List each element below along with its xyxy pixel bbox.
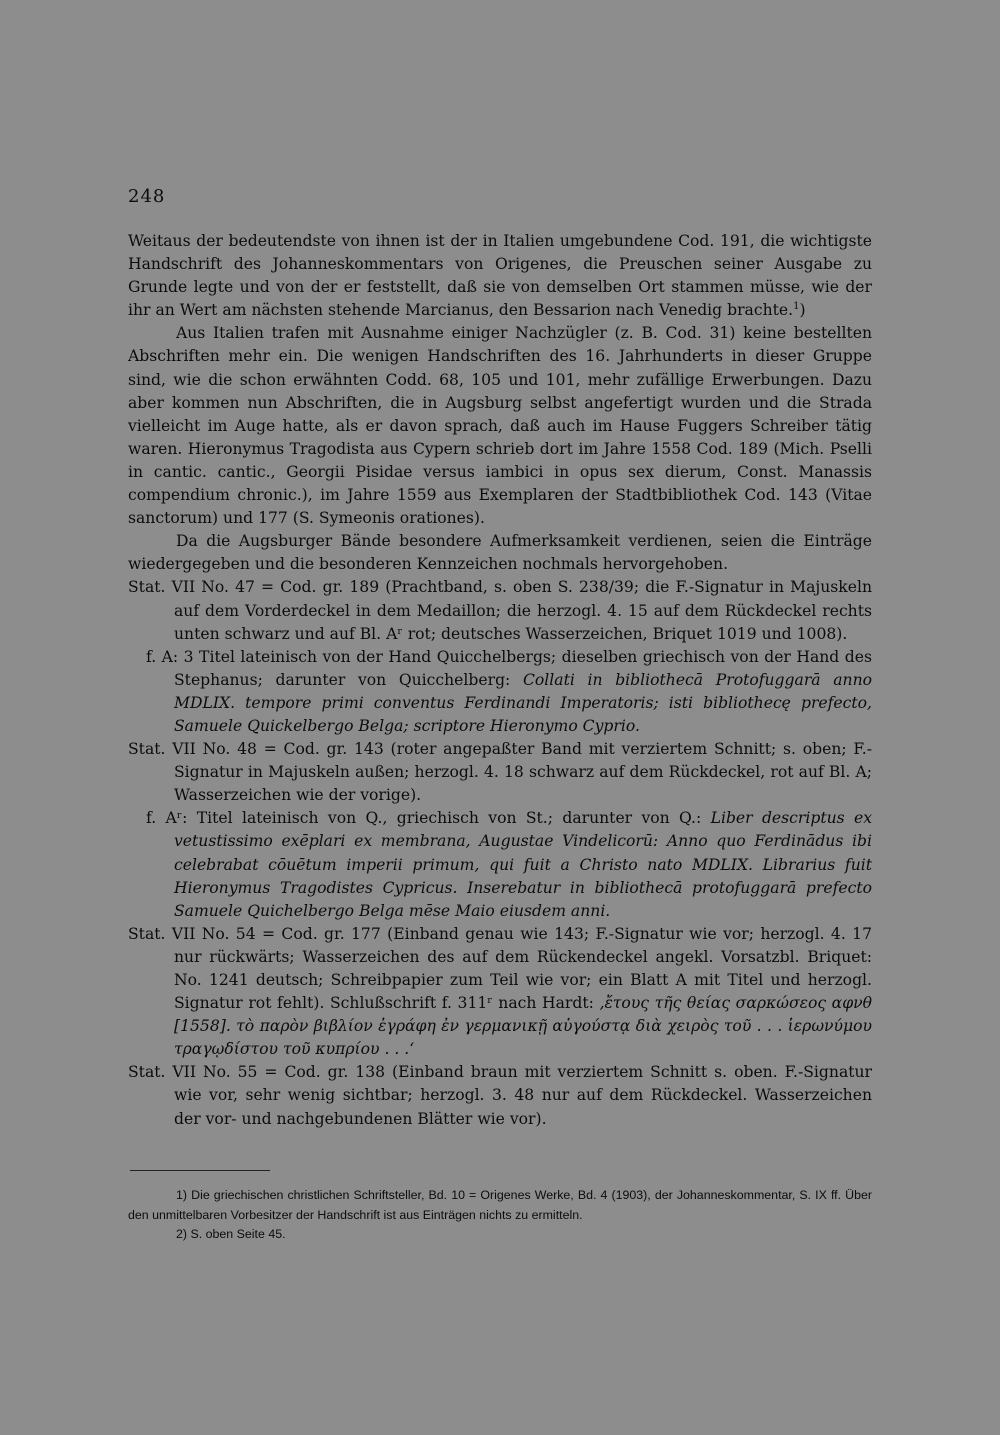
folio-label: f. Aʳ: <box>146 809 197 828</box>
entry-text: Stat. VII No. 54 = Cod. gr. 177 (Einband genau wie 143; F.-Signatur wie vor; herzogl. 4. 17 nur rückwärts; Wasserzeichen des auf dem Rückendeckel angekl. Vorsatzbl. Briquet: No. 1241 deutsch; Schreibpapier zum Teil wie vor; ein Blatt A mit Titel und herzogl. Signatur rot fehlt). Schlußschrift f. 311ʳ nach Hardt: <box>128 924 872 1013</box>
footnote-ref: 1 <box>793 301 800 313</box>
inscription-latin: Collati in bibliothecā Protofuggarā anno MDLIX. tempore primi conventus Ferdinandi Imperatoris; isti bibliothecę prefecto, Samuele Quickelbergo Belga; scriptore Hieronymo Cyprio. <box>174 670 873 735</box>
paragraph: Aus Italien trafen mit Ausnahme einiger Nachzügler (z. B. Cod. 31) keine bestellten Abschriften mehr ein. Die wenigen Handschriften des 16. Jahrhunderts in dieser Gruppe sind, wie die schon erwähnten Codd. 68, 105 und 101, mehr zufällige Erwerbungen. Dazu aber kommen nun Abschriften, die in Augsburg selbst angefertigt wurden und die Strada vielleicht im Auge hatte, als er davon sprach, daß auch im Hause Fuggers Schreiber tätig waren. Hieronymus Tragodista aus Cypern schrieb dort im Jahre 1558 Cod. 189 (Mich. Pselli in cantic. cantic., Georgii Pisidae versus iambici in opus sex dierum, Const. Manassis compendium chronic.), im Jahre 1559 aus Exemplaren der Stadtbibliothek Cod. 143 (Vitae sanctorum) und 177 (S. Symeonis orationes). <box>128 324 872 528</box>
inscription-text: 3 Titel lateinisch von der Hand Quicchelbergs; dieselben griechisch von der Hand des Stephanus; darunter von Quicchelberg: <box>174 647 872 689</box>
footnote <box>128 1225 872 1245</box>
footnote-divider <box>130 1170 270 1171</box>
catalog-entry: Stat. VII No. 47 = Cod. gr. 189 (Prachtband, s. oben S. 238/39; die F.-Signatur in Majuskeln auf dem Vorderdeckel in dem Medaillon; die herzogl. 4. 15 auf dem Rückdeckel rechts unten schwarz und auf Bl. Aʳ rot; deutsches Wasserzeichen, Briquet 1019 und 1008). <box>128 578 872 643</box>
folio-label: f. A: <box>146 647 184 666</box>
paragraph-text: Weitaus der bedeutendste von ihnen ist der in Italien umgebundene Cod. 191, die wichtigste Handschrift des Johanneskommentars von Origenes, die Preuschen seiner Ausgabe zu Grunde legte und von der er feststellt, daß sie von demselben Ort stammen müsse, wie der ihr an Wert am nächsten stehende Marcianus, den Bessarion nach Venedig brachte. <box>128 232 872 320</box>
entry-inscription <box>128 807 872 922</box>
inscription-latin: Liber descriptus ex vetustissimo exēplari ex membrana, Augustae Vindelicorū: Anno quo Ferdinādus ibi celebrabat cōuētum imperii primum, qui fuit a Christo nato MDLIX. Librarius fuit Hieronymus Tragodistes Cypricus. Inserebatur in bibliothecā protofuggarā prefecto Samuele Quichelbergo Belga mēse Maio eiusdem anni. <box>174 809 872 920</box>
entry-inscription <box>128 646 872 738</box>
catalog-entry: Stat. VII No. 55 = Cod. gr. 138 (Einband braun mit verziertem Schnitt s. oben. F.-Signatur wie vor, sehr wenig sichtbar; herzogl. 3. 48 nur auf dem Rückdeckel. Wasserzeichen der vor- und nachgebundenen Blätter wie vor). <box>128 1063 872 1128</box>
catalog-entry <box>128 923 872 1062</box>
footnotes <box>128 1186 872 1245</box>
inscription-text: Titel lateinisch von Q., griechisch von St.; darunter von Q.: <box>196 809 711 828</box>
footnote-text: S. oben Seite 45. <box>190 1227 286 1241</box>
paragraph: Weitaus der bedeutendste von ihnen ist der in Italien umgebundene Cod. 191, die wichtigste Handschrift des Johanneskommentars von Origenes, die Preuschen seiner Ausgabe zu Grunde legte und von der er feststellt, daß sie von demselben Ort stammen müsse, wie der ihr an Wert am nächsten stehende Marcianus, den Bessarion nach Venedig brachte.$^1$) <box>128 232 872 320</box>
catalog-entry: Stat. VII No. 48 = Cod. gr. 143 (roter angepaßter Band mit verziertem Schnitt; s. oben; F.-Signatur in Majuskeln außen; herzogl. 4. 18 schwarz auf dem Rückdeckel, rot auf Bl. A; Wasserzeichen wie der vorige). <box>128 740 872 805</box>
greek-colophon: ‚ἔτους τῆς θείας σαρκώσεος αφνθ [1558]. τὸ παρὸν βιβλίον ἐγράφη ἐν γερμανικῇ αὐγούστᾳ διὰ χειρὸς τοῦ . . . ἱερωνύμου τραγῳδίστου τοῦ κυπρίου . . .‘ <box>174 994 873 1059</box>
footnote-mark: 1) <box>176 1188 188 1202</box>
footnote-text: Die griechischen christlichen Schriftsteller, Bd. 10 = Origenes Werke, Bd. 4 (1903), der Johanneskommentar, S. IX ff. Über den unmittelbaren Vorbesitzer der Handschrift ist aus Einträgen nichts zu ermitteln. <box>128 1188 872 1222</box>
footnote <box>128 1186 872 1225</box>
page-number: 248 <box>128 186 166 207</box>
body-text <box>128 230 872 1131</box>
paragraph: Da die Augsburger Bände besondere Aufmerksamkeit verdienen, seien die Einträge wiedergegeben und die besonderen Kennzeichen nochmals hervorgehoben. <box>128 532 872 574</box>
footnote-mark: 2) <box>176 1227 188 1241</box>
